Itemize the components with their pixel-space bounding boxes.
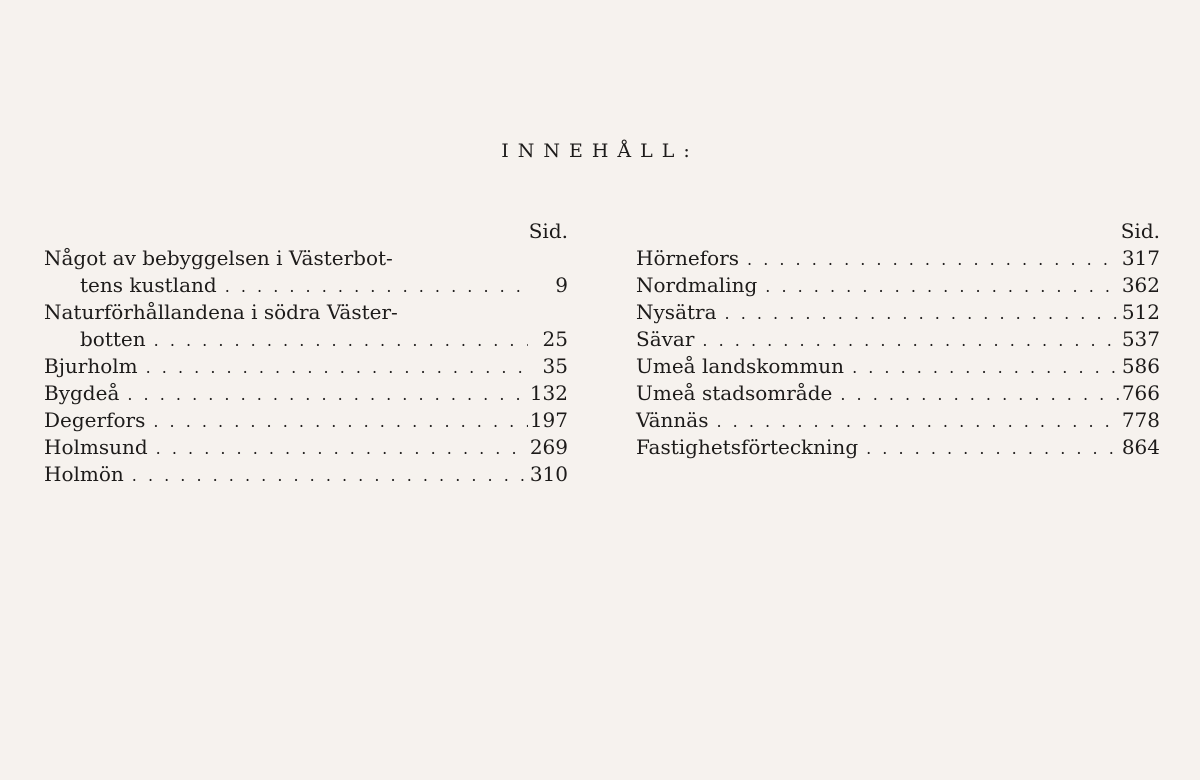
toc-entry <box>44 407 568 434</box>
dot-leader <box>717 300 1120 327</box>
toc-entry-text: Holmön <box>44 462 124 486</box>
toc-entry-leader-line <box>636 353 1160 380</box>
toc-entry-leader-line <box>636 407 1160 434</box>
dot-leader <box>757 273 1120 300</box>
toc-entry <box>636 407 1160 434</box>
toc-entry-text: Vännäs <box>636 408 709 432</box>
toc-page-number: 864 <box>1121 435 1160 459</box>
toc-page-number: 586 <box>1121 354 1160 378</box>
toc-entry-leader-line <box>636 434 1160 461</box>
toc-entry-text: Umeå landskommun <box>636 354 845 378</box>
toc-entry <box>636 434 1160 461</box>
toc-entry-leader-line <box>636 299 1160 326</box>
toc-page-number: 778 <box>1121 408 1160 432</box>
page-title: INNEHÅLL: <box>501 140 699 162</box>
toc-entry-leader-line <box>636 245 1160 272</box>
toc-entry-text: Umeå stadsområde <box>636 381 833 405</box>
toc-entry-leader-line <box>636 380 1160 407</box>
toc-entry-text: Naturförhållandena i södra Väster- <box>44 300 398 324</box>
dot-leader <box>739 246 1120 273</box>
toc-entry-text: Fastighetsförteckning <box>636 435 859 459</box>
toc-entry <box>44 434 568 461</box>
dot-leader <box>858 435 1120 462</box>
toc-entry <box>636 299 1160 326</box>
toc-entry-text: Bygdeå <box>44 381 120 405</box>
toc-entry-text: Bjurholm <box>44 354 138 378</box>
toc-entry-leader-line <box>44 461 568 488</box>
toc-entries <box>636 245 1160 461</box>
toc-page-number: 269 <box>529 435 568 459</box>
toc-entry-leader-line <box>44 434 568 461</box>
dot-leader <box>832 381 1120 408</box>
toc-entry <box>44 353 568 380</box>
dot-leader <box>148 435 528 462</box>
toc-page-number: 537 <box>1121 327 1160 351</box>
toc-page-number: 512 <box>1121 300 1160 324</box>
toc-entry-text: botten <box>80 327 146 351</box>
toc-page-number: 25 <box>542 327 568 351</box>
toc-entry <box>44 461 568 488</box>
toc-entry-text: Holmsund <box>44 435 148 459</box>
toc-entry <box>636 353 1160 380</box>
toc-entry-text: Hörnefors <box>636 246 740 270</box>
toc-entry-text: Nordmaling <box>636 273 758 297</box>
toc-entry-text: Nysätra <box>636 300 717 324</box>
toc-entries <box>44 245 568 488</box>
toc-entry <box>44 380 568 407</box>
toc-page-number: 197 <box>529 408 568 432</box>
contents-column-right <box>636 218 1160 461</box>
toc-entry <box>636 380 1160 407</box>
dot-leader <box>217 273 528 300</box>
toc-entry <box>44 299 568 353</box>
toc-page-number: 132 <box>529 381 568 405</box>
dot-leader <box>844 354 1120 381</box>
toc-entry-leader-line <box>44 380 568 407</box>
dot-leader <box>119 381 528 408</box>
toc-entry-text: tens kustland <box>80 273 217 297</box>
toc-entry-leader-line <box>44 272 568 299</box>
toc-entry <box>636 272 1160 299</box>
dot-leader <box>145 408 528 435</box>
toc-page-number: 317 <box>1121 246 1160 270</box>
toc-page-number: 35 <box>542 354 568 378</box>
toc-entry-text: Något av bebyggelsen i Västerbot- <box>44 246 393 270</box>
toc-page-number: 9 <box>555 273 568 297</box>
toc-entry-text: Sävar <box>636 327 695 351</box>
toc-page-number: 766 <box>1121 381 1160 405</box>
toc-entry-leader-line <box>636 326 1160 353</box>
dot-leader <box>146 327 528 354</box>
toc-entry <box>636 245 1160 272</box>
dot-leader <box>124 462 528 489</box>
toc-entry-leader-line <box>44 326 568 353</box>
toc-page-number: 310 <box>529 462 568 486</box>
dot-leader <box>708 408 1120 435</box>
page-column-header: Sid. <box>528 219 568 243</box>
toc-entry <box>44 245 568 299</box>
contents-column-left <box>44 218 568 488</box>
dot-leader <box>694 327 1120 354</box>
toc-entry-leader-line <box>44 353 568 380</box>
toc-entry-leader-line <box>636 272 1160 299</box>
toc-page-number: 362 <box>1121 273 1160 297</box>
page-column-header: Sid. <box>1120 219 1160 243</box>
toc-entry-text: Degerfors <box>44 408 146 432</box>
toc-entry-leader-line <box>44 407 568 434</box>
dot-leader <box>138 354 528 381</box>
toc-entry <box>636 326 1160 353</box>
